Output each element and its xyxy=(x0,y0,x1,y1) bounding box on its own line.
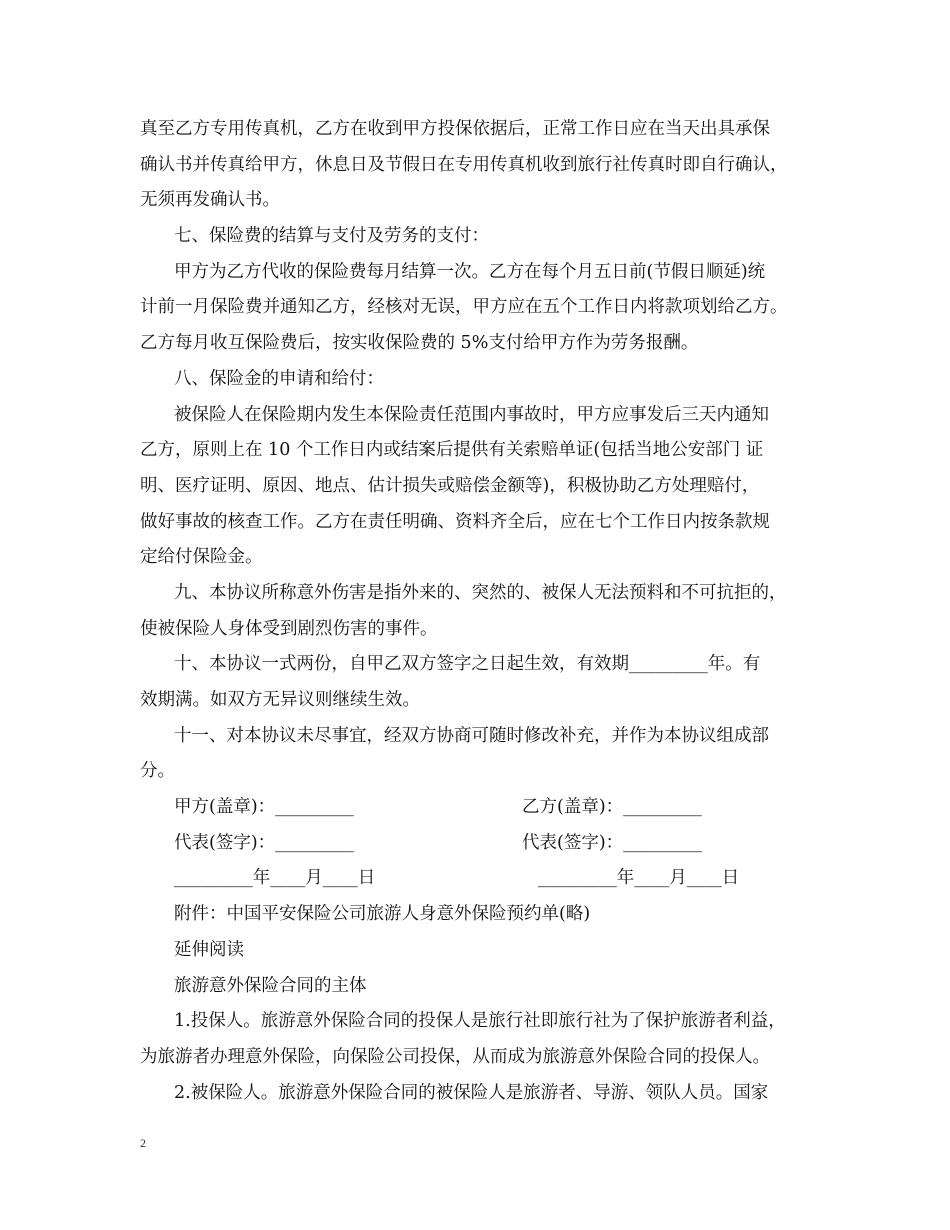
signature-rep-row xyxy=(140,826,830,862)
text-line: 定给付保险金。 xyxy=(140,547,263,568)
body-paragraphs xyxy=(140,112,830,790)
appendix-paragraphs xyxy=(140,897,830,1111)
text-line: 乙方，原则上在 10 个工作日内或结案后提供有关索赔单证(包括当地公安部门 证 xyxy=(140,440,764,461)
text-line: 九、本协议所称意外伤害是指外来的、突然的、被保人无法预料和不可抗拒的， xyxy=(174,582,787,603)
text-line: 八、保险金的申请和给付： xyxy=(174,368,384,389)
text-line: 七、保险费的结算与支付及劳务的支付： xyxy=(174,226,489,247)
text-line: 延伸阅读 xyxy=(174,939,244,960)
text-line: 1.投保人。旅游意外保险合同的投保人是旅行社即旅行社为了保护旅游者利益， xyxy=(174,1011,786,1032)
text-line: 计前一月保险费并通知乙方，经核对无误，甲方应在五个工作日内将款项划给乙方。 xyxy=(140,297,788,318)
text-line: 被保险人在保险期内发生本保险责任范围内事故时，甲方应事发后三天内通知 xyxy=(174,404,769,425)
party-b-rep-field: 代表(签字)：_________ xyxy=(522,832,702,853)
text-line: 旅游意外保险合同的主体 xyxy=(174,975,367,996)
text-line: 附件：中国平安保险公司旅游人身意外保险预约单(略) xyxy=(174,904,591,925)
party-b-seal-field: 乙方(盖章)：_________ xyxy=(522,797,702,818)
text-line: 分。 xyxy=(140,761,175,782)
signature-seal-row xyxy=(140,790,830,826)
text-line: 十、本协议一式两份，自甲乙双方签字之日起生效，有效期_________年。有 xyxy=(174,654,761,675)
party-b-date-field: _________年____月____日 xyxy=(538,868,740,889)
text-line: 明、医疗证明、原因、地点、估计损失或赔偿金额等)，积极协助乙方处理赔付， xyxy=(140,475,760,496)
signature-date-row xyxy=(140,861,830,897)
text-line: 甲方为乙方代收的保险费每月结算一次。乙方在每个月五日前(节假日顺延)统 xyxy=(174,261,766,282)
party-a-rep-field: 代表(签字)：_________ xyxy=(174,832,354,853)
page-number: 2 xyxy=(140,1136,146,1150)
text-line: 使被保险人身体受到剧烈伤害的事件。 xyxy=(140,618,438,639)
text-line: 确认书并传真给甲方，休息日及节假日在专用传真机收到旅行社传真时即自行确认， xyxy=(140,154,788,175)
text-line: 十一、对本协议未尽事宜，经双方协商可随时修改补充，并作为本协议组成部 xyxy=(174,725,769,746)
text-line: 乙方每月收互保险费后，按实收保险费的 5%支付给甲方作为劳务报酬。 xyxy=(140,333,699,354)
party-a-date-field: _________年____月____日 xyxy=(174,868,376,889)
text-line: 2.被保险人。旅游意外保险合同的被保险人是旅游者、导游、领队人员。国家 xyxy=(174,1082,769,1103)
text-line: 效期满。如双方无异议则继续生效。 xyxy=(140,690,420,710)
text-line: 为旅游者办理意外保险，向保险公司投保，从而成为旅游意外保险合同的投保人。 xyxy=(140,1046,770,1067)
text-line: 做好事故的核查工作。乙方在责任明确、资料齐全后，应在七个工作日内按条款规 xyxy=(140,511,770,532)
text-line: 真至乙方专用传真机，乙方在收到甲方投保依据后，正常工作日应在当天出具承保 xyxy=(140,119,770,139)
party-a-seal-field: 甲方(盖章)：_________ xyxy=(174,797,354,818)
document-body xyxy=(140,112,830,1111)
text-line: 无须再发确认书。 xyxy=(140,190,280,211)
